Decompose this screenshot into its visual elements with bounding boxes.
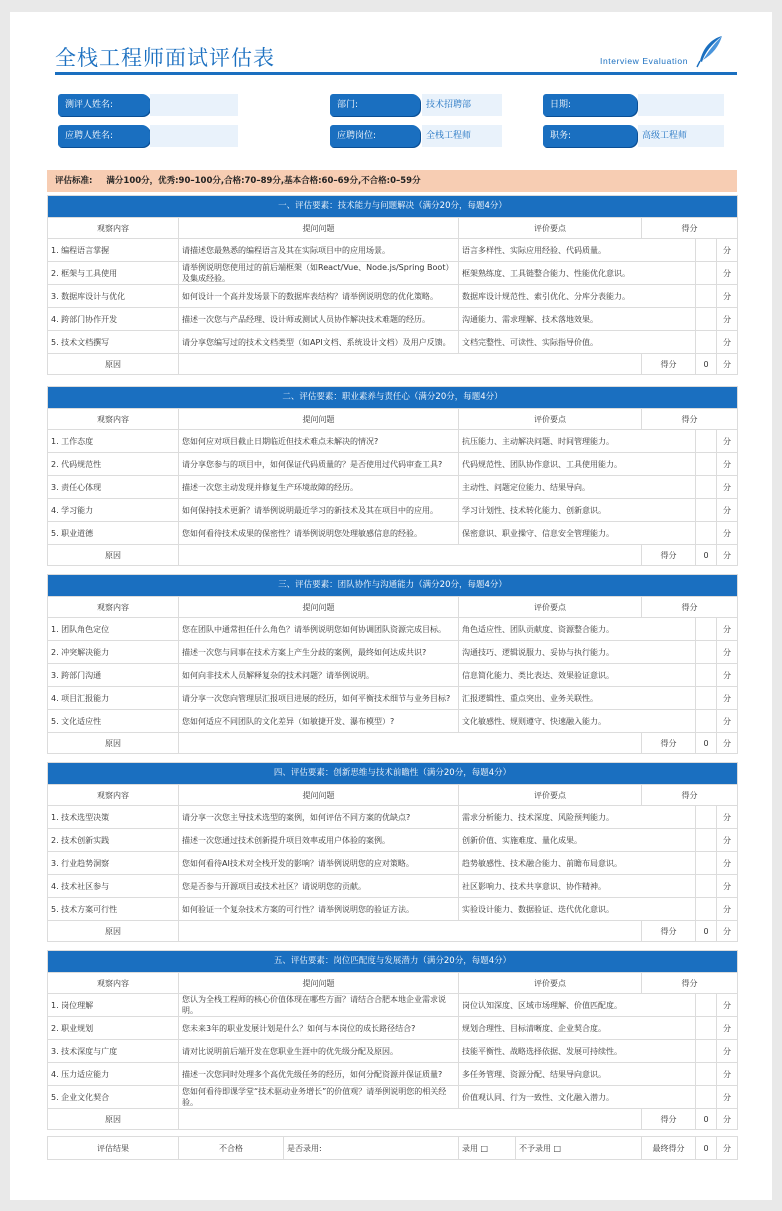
item-name: 3. 责任心体现 <box>48 476 179 499</box>
item-name: 3. 跨部门沟通 <box>48 664 179 687</box>
score-unit: 分 <box>717 499 738 522</box>
item-points: 价值观认同、行为一致性、文化融入潜力。 <box>459 1086 696 1109</box>
item-name: 2. 冲突解决能力 <box>48 641 179 664</box>
score-input[interactable] <box>696 499 717 522</box>
table-row <box>48 239 738 262</box>
table-row <box>48 898 738 921</box>
item-points: 主动性、问题定位能力、结果导向。 <box>459 476 696 499</box>
item-question: 描述一次您主动发现并修复生产环境故障的经历。 <box>179 476 459 499</box>
section-title: 二、评估要素：职业素养与责任心（满分20分，每题4分） <box>48 387 738 409</box>
score-input[interactable] <box>696 1086 717 1109</box>
reason-input[interactable] <box>179 921 642 942</box>
table-row <box>48 430 738 453</box>
item-question: 描述一次您通过技术创新提升项目效率或用户体验的案例。 <box>179 829 459 852</box>
item-name: 5. 职业道德 <box>48 522 179 545</box>
col-points-header: 评价要点 <box>459 785 642 806</box>
result-row <box>48 1137 738 1160</box>
evaluator-label: 测评人姓名: <box>58 94 150 116</box>
item-question: 如何向非技术人员解释复杂的技术问题？请举例说明。 <box>179 664 459 687</box>
item-name: 3. 行业趋势洞察 <box>48 852 179 875</box>
reason-label: 原因 <box>48 545 179 566</box>
score-input[interactable] <box>696 430 717 453</box>
item-name: 4. 技术社区参与 <box>48 875 179 898</box>
item-question: 请分享一次您主导技术选型的案例，如何评估不同方案的优缺点? <box>179 806 459 829</box>
score-unit: 分 <box>717 354 738 375</box>
item-question: 请对比说明前后端开发在您职业生涯中的优先级分配及原因。 <box>179 1040 459 1063</box>
item-name: 4. 项目汇报能力 <box>48 687 179 710</box>
job-field[interactable]: 高级工程师 <box>638 125 724 147</box>
score-unit: 分 <box>717 875 738 898</box>
standard-text: 满分100分，优秀:90–100分,合格:70–89分,基本合格:60–69分,不合格:0–59分 <box>106 176 421 186</box>
item-name: 1. 团队角色定位 <box>48 618 179 641</box>
score-input[interactable] <box>696 1063 717 1086</box>
result-label: 评估结果 <box>48 1137 179 1160</box>
score-input[interactable] <box>696 875 717 898</box>
score-unit: 分 <box>717 852 738 875</box>
result-value: 不合格 <box>179 1137 284 1160</box>
score-input[interactable] <box>696 829 717 852</box>
item-points: 信息简化能力、类比表达、效果验证意识。 <box>459 664 696 687</box>
final-score-label: 最终得分 <box>642 1137 696 1160</box>
section-4-table <box>47 762 738 942</box>
col-content-header: 观察内容 <box>48 218 179 239</box>
item-name: 3. 数据库设计与优化 <box>48 285 179 308</box>
item-question: 您如何看待AI技术对全栈开发的影响？请举例说明您的应对策略。 <box>179 852 459 875</box>
col-points-header: 评价要点 <box>459 218 642 239</box>
reason-row <box>48 1109 738 1130</box>
job-label: 职务: <box>543 125 637 147</box>
table-row <box>48 641 738 664</box>
item-question: 描述一次您与同事在技术方案上产生分歧的案例，最终如何达成共识? <box>179 641 459 664</box>
item-points: 多任务管理、资源分配、结果导向意识。 <box>459 1063 696 1086</box>
table-row <box>48 829 738 852</box>
item-question: 描述一次您同时处理多个高优先级任务的经历，如何分配资源并保证质量? <box>179 1063 459 1086</box>
item-points: 文化敏感性、规则遵守、快速融入能力。 <box>459 710 696 733</box>
item-name: 3. 技术深度与广度 <box>48 1040 179 1063</box>
table-row <box>48 522 738 545</box>
score-unit: 分 <box>717 545 738 566</box>
score-unit: 分 <box>717 664 738 687</box>
hire-no-checkbox[interactable]: 不予录用 □ <box>516 1137 642 1160</box>
score-input[interactable] <box>696 687 717 710</box>
applicant-label: 应聘人姓名: <box>58 125 150 147</box>
final-score: 0 <box>696 1137 717 1160</box>
item-name: 1. 工作态度 <box>48 430 179 453</box>
section-score: 0 <box>696 1109 717 1130</box>
evaluation-form-page <box>10 12 772 1200</box>
item-points: 学习计划性、技术转化能力、创新意识。 <box>459 499 696 522</box>
score-input[interactable] <box>696 1040 717 1063</box>
score-unit: 分 <box>717 921 738 942</box>
score-unit: 分 <box>717 898 738 921</box>
evaluator-field[interactable] <box>150 94 238 116</box>
score-input[interactable] <box>696 453 717 476</box>
score-input[interactable] <box>696 1017 717 1040</box>
item-name: 4. 跨部门协作开发 <box>48 308 179 331</box>
item-points: 创新价值、实施难度、量化成果。 <box>459 829 696 852</box>
section-title: 一、评估要素：技术能力与问题解决（满分20分，每题4分） <box>48 196 738 218</box>
section-title: 三、评估要素：团队协作与沟通能力（满分20分，每题4分） <box>48 575 738 597</box>
item-points: 沟通技巧、逻辑说服力、妥协与执行能力。 <box>459 641 696 664</box>
table-row <box>48 1063 738 1086</box>
table-row <box>48 308 738 331</box>
col-score-header: 得分 <box>642 973 738 994</box>
reason-label: 原因 <box>48 354 179 375</box>
score-input[interactable] <box>696 331 717 354</box>
score-label: 得分 <box>642 921 696 942</box>
reason-label: 原因 <box>48 1109 179 1130</box>
col-score-header: 得分 <box>642 409 738 430</box>
evaluation-standard <box>47 170 737 192</box>
score-input[interactable] <box>696 710 717 733</box>
item-points: 数据库设计规范性、索引优化、分库分表能力。 <box>459 285 696 308</box>
score-unit: 分 <box>717 430 738 453</box>
item-name: 1. 编程语言掌握 <box>48 239 179 262</box>
table-row <box>48 994 738 1017</box>
score-unit: 分 <box>717 1137 738 1160</box>
position-field[interactable]: 全栈工程师 <box>422 125 502 147</box>
col-points-header: 评价要点 <box>459 597 642 618</box>
table-row <box>48 710 738 733</box>
table-row <box>48 687 738 710</box>
score-label: 得分 <box>642 1109 696 1130</box>
item-question: 您如何应对项目截止日期临近但技术难点未解决的情况? <box>179 430 459 453</box>
item-question: 如何保持技术更新？请举例说明最近学习的新技术及其在项目中的应用。 <box>179 499 459 522</box>
item-points: 沟通能力、需求理解、技术落地效果。 <box>459 308 696 331</box>
score-unit: 分 <box>717 994 738 1017</box>
item-points: 社区影响力、技术共享意识、协作精神。 <box>459 875 696 898</box>
reason-row <box>48 921 738 942</box>
section-3-table <box>47 574 738 754</box>
section-title: 四、评估要素：创新思维与技术前瞻性（满分20分，每题4分） <box>48 763 738 785</box>
score-input[interactable] <box>696 618 717 641</box>
item-points: 技能平衡性、战略选择依据、发展可持续性。 <box>459 1040 696 1063</box>
item-points: 需求分析能力、技术深度、风险预判能力。 <box>459 806 696 829</box>
page-title: 全栈工程师面试评估表 <box>55 46 275 70</box>
item-question: 您认为全栈工程师的核心价值体现在哪些方面？请结合合肥本地企业需求说明。 <box>179 994 459 1017</box>
col-content-header: 观察内容 <box>48 409 179 430</box>
reason-row <box>48 733 738 754</box>
score-unit: 分 <box>717 1017 738 1040</box>
section-2-table <box>47 386 738 566</box>
reason-input[interactable] <box>179 545 642 566</box>
score-unit: 分 <box>717 522 738 545</box>
item-name: 2. 职业规划 <box>48 1017 179 1040</box>
table-row <box>48 453 738 476</box>
reason-row <box>48 354 738 375</box>
item-points: 规划合理性、目标清晰度、企业契合度。 <box>459 1017 696 1040</box>
item-question: 您是否参与开源项目或技术社区？请说明您的贡献。 <box>179 875 459 898</box>
item-question: 请举例说明您使用过的前后端框架（如React/Vue、Node.js/Spring Boot）及集成经验。 <box>179 262 459 285</box>
item-name: 1. 岗位理解 <box>48 994 179 1017</box>
score-input[interactable] <box>696 994 717 1017</box>
table-row <box>48 875 738 898</box>
table-row <box>48 806 738 829</box>
item-question: 请分享您参与的项目中，如何保证代码质量的？是否使用过代码审查工具? <box>179 453 459 476</box>
section-5-table <box>47 950 738 1130</box>
score-unit: 分 <box>717 829 738 852</box>
department-field[interactable]: 技术招聘部 <box>422 94 502 116</box>
table-row <box>48 476 738 499</box>
section-score: 0 <box>696 354 717 375</box>
item-points: 趋势敏感性、技术融合能力、前瞻布局意识。 <box>459 852 696 875</box>
score-unit: 分 <box>717 1086 738 1109</box>
reason-label: 原因 <box>48 921 179 942</box>
section-title: 五、评估要素：岗位匹配度与发展潜力（满分20分，每题4分） <box>48 951 738 973</box>
score-unit: 分 <box>717 262 738 285</box>
section-score: 0 <box>696 733 717 754</box>
score-input[interactable] <box>696 806 717 829</box>
score-input[interactable] <box>696 262 717 285</box>
score-unit: 分 <box>717 806 738 829</box>
item-name: 2. 代码规范性 <box>48 453 179 476</box>
score-input[interactable] <box>696 664 717 687</box>
item-name: 4. 学习能力 <box>48 499 179 522</box>
table-row <box>48 285 738 308</box>
item-points: 代码规范性、团队协作意识、工具使用能力。 <box>459 453 696 476</box>
item-question: 您如何看待技术成果的保密性？请举例说明您处理敏感信息的经验。 <box>179 522 459 545</box>
position-label: 应聘岗位: <box>330 125 420 147</box>
item-name: 5. 技术方案可行性 <box>48 898 179 921</box>
score-input[interactable] <box>696 476 717 499</box>
reason-row <box>48 545 738 566</box>
score-label: 得分 <box>642 354 696 375</box>
score-label: 得分 <box>642 733 696 754</box>
item-name: 2. 框架与工具使用 <box>48 262 179 285</box>
item-question: 请描述您最熟悉的编程语言及其在实际项目中的应用场景。 <box>179 239 459 262</box>
score-input[interactable] <box>696 285 717 308</box>
item-question: 您如何看待即课学堂“技术驱动业务增长”的价值观？请举例说明您的相关经验。 <box>179 1086 459 1109</box>
item-question: 描述一次您与产品经理、设计师或测试人员协作解决技术难题的经历。 <box>179 308 459 331</box>
page-subtitle: Interview Evaluation <box>600 56 689 66</box>
score-unit: 分 <box>717 1109 738 1130</box>
score-unit: 分 <box>717 710 738 733</box>
item-points: 岗位认知深度、区域市场理解、价值匹配度。 <box>459 994 696 1017</box>
item-name: 1. 技术选型决策 <box>48 806 179 829</box>
feather-quill-icon <box>695 34 725 68</box>
hire-yes-checkbox[interactable]: 录用 □ <box>459 1137 516 1160</box>
item-question: 您在团队中通常担任什么角色？请举例说明您如何协调团队资源完成目标。 <box>179 618 459 641</box>
item-name: 5. 企业文化契合 <box>48 1086 179 1109</box>
score-unit: 分 <box>717 687 738 710</box>
table-row <box>48 1086 738 1109</box>
col-points-header: 评价要点 <box>459 973 642 994</box>
col-question-header: 提问问题 <box>179 973 459 994</box>
col-score-header: 得分 <box>642 218 738 239</box>
reason-input[interactable] <box>179 354 642 375</box>
reason-input[interactable] <box>179 1109 642 1130</box>
score-unit: 分 <box>717 618 738 641</box>
col-content-header: 观察内容 <box>48 597 179 618</box>
item-points: 语言多样性、实际应用经验、代码质量。 <box>459 239 696 262</box>
col-content-header: 观察内容 <box>48 785 179 806</box>
table-row <box>48 262 738 285</box>
item-points: 角色适应性、团队贡献度、资源整合能力。 <box>459 618 696 641</box>
score-unit: 分 <box>717 331 738 354</box>
table-row <box>48 1040 738 1063</box>
reason-input[interactable] <box>179 733 642 754</box>
item-points: 汇报逻辑性、重点突出、业务关联性。 <box>459 687 696 710</box>
col-question-header: 提问问题 <box>179 218 459 239</box>
item-points: 抗压能力、主动解决问题、时间管理能力。 <box>459 430 696 453</box>
item-question: 如何验证一个复杂技术方案的可行性？请举例说明您的验证方法。 <box>179 898 459 921</box>
score-input[interactable] <box>696 898 717 921</box>
department-label: 部门: <box>330 94 420 116</box>
table-row <box>48 1017 738 1040</box>
item-points: 文档完整性、可读性、实际指导价值。 <box>459 331 696 354</box>
score-unit: 分 <box>717 308 738 331</box>
reason-label: 原因 <box>48 733 179 754</box>
score-input[interactable] <box>696 641 717 664</box>
item-points: 框架熟练度、工具链整合能力、性能优化意识。 <box>459 262 696 285</box>
col-score-header: 得分 <box>642 597 738 618</box>
table-row <box>48 664 738 687</box>
item-question: 您未来3年的职业发展计划是什么？如何与本岗位的成长路径结合? <box>179 1017 459 1040</box>
score-unit: 分 <box>717 239 738 262</box>
title-rule <box>55 72 737 75</box>
item-points: 实验设计能力、数据验证、迭代优化意识。 <box>459 898 696 921</box>
date-label: 日期: <box>543 94 637 116</box>
item-name: 5. 文化适应性 <box>48 710 179 733</box>
col-content-header: 观察内容 <box>48 973 179 994</box>
section-score: 0 <box>696 545 717 566</box>
score-input[interactable] <box>696 308 717 331</box>
section-1-table <box>47 195 738 375</box>
score-input[interactable] <box>696 522 717 545</box>
item-question: 如何设计一个高并发场景下的数据库表结构？请举例说明您的优化策略。 <box>179 285 459 308</box>
item-question: 请分享您编写过的技术文档类型（如API文档、系统设计文档）及用户反馈。 <box>179 331 459 354</box>
standard-label: 评估标准: <box>55 176 93 186</box>
item-name: 4. 压力适应能力 <box>48 1063 179 1086</box>
score-unit: 分 <box>717 453 738 476</box>
item-points: 保密意识、职业操守、信息安全管理能力。 <box>459 522 696 545</box>
col-question-header: 提问问题 <box>179 785 459 806</box>
score-input[interactable] <box>696 239 717 262</box>
section-score: 0 <box>696 921 717 942</box>
score-unit: 分 <box>717 1063 738 1086</box>
col-score-header: 得分 <box>642 785 738 806</box>
hire-label: 是否录用: <box>284 1137 459 1160</box>
date-field[interactable] <box>638 94 724 116</box>
score-label: 得分 <box>642 545 696 566</box>
score-unit: 分 <box>717 476 738 499</box>
score-unit: 分 <box>717 641 738 664</box>
score-unit: 分 <box>717 285 738 308</box>
table-row <box>48 852 738 875</box>
item-question: 您如何适应不同团队的文化差异（如敏捷开发、瀑布模型）? <box>179 710 459 733</box>
applicant-field[interactable] <box>150 125 238 147</box>
col-points-header: 评价要点 <box>459 409 642 430</box>
score-unit: 分 <box>717 1040 738 1063</box>
col-question-header: 提问问题 <box>179 409 459 430</box>
table-row <box>48 331 738 354</box>
score-input[interactable] <box>696 852 717 875</box>
score-unit: 分 <box>717 733 738 754</box>
result-table <box>47 1136 738 1160</box>
item-name: 2. 技术创新实践 <box>48 829 179 852</box>
table-row <box>48 618 738 641</box>
table-row <box>48 499 738 522</box>
col-question-header: 提问问题 <box>179 597 459 618</box>
item-question: 请分享一次您向管理层汇报项目进展的经历，如何平衡技术细节与业务目标? <box>179 687 459 710</box>
item-name: 5. 技术文档撰写 <box>48 331 179 354</box>
